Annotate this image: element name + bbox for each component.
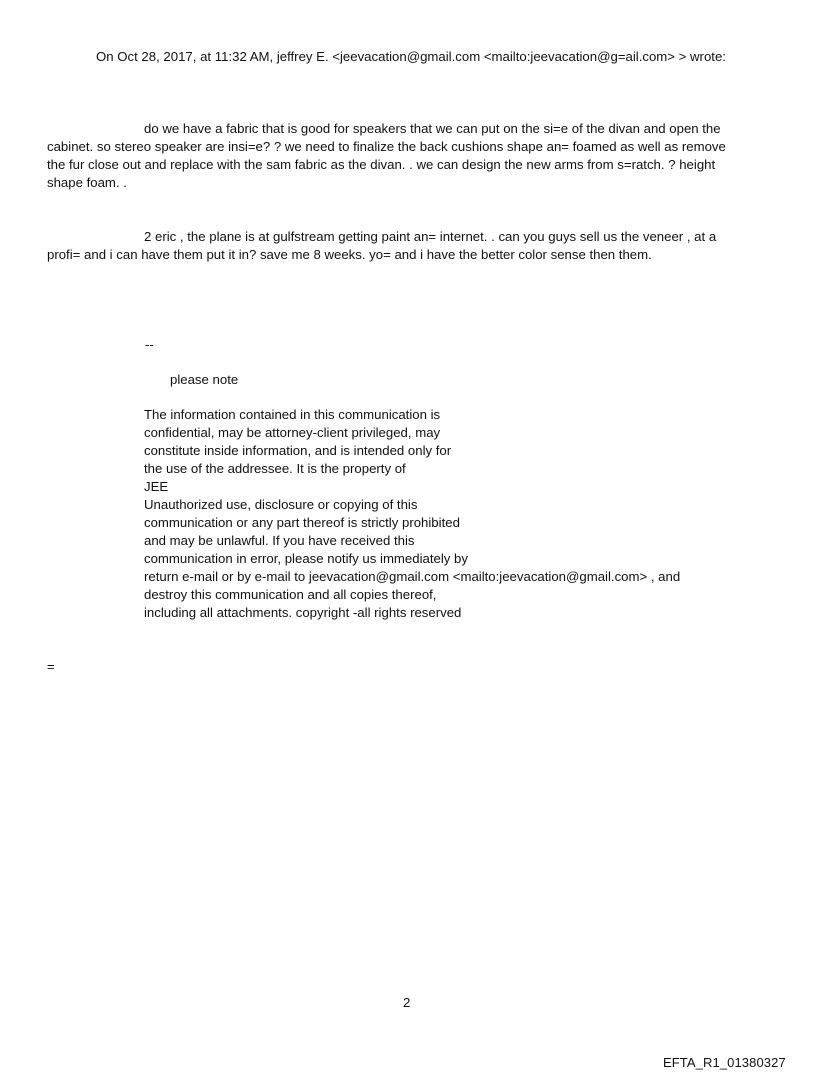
paragraph-1-line-3: the fur close out and replace with the sam fabric as the divan. . we can design the new arms from s=ratch. ? height xyxy=(47,157,716,172)
paragraph-2-line-2: profi= and i can have them put it in? save me 8 weeks. yo= and i have the better color sense then them. xyxy=(47,247,652,262)
disclaimer-line: confidential, may be attorney-client privileged, may xyxy=(144,425,441,440)
disclaimer-line: The information contained in this communication is xyxy=(144,407,441,422)
paragraph-1-line-2: cabinet. so stereo speaker are insi=e? ? we need to finalize the back cushions shape an= foamed as well as remove xyxy=(47,139,726,154)
disclaimer-line: constitute inside information, and is intended only for xyxy=(144,443,452,458)
signature-note: please note xyxy=(170,372,239,387)
paragraph-2-line-1: 2 eric , the plane is at gulfstream getting paint an= internet. . can you guys sell us the veneer , at a xyxy=(144,229,717,244)
email-paragraph-1 xyxy=(47,120,757,192)
disclaimer-line: destroy this communication and all copies thereof, xyxy=(144,587,437,602)
disclaimer-line: return e-mail or by e-mail to jeevacation@gmail.com <mailto:jeevacation@gmail.com> , and xyxy=(144,569,681,584)
disclaimer-line: and may be unlawful. If you have received this xyxy=(144,533,415,548)
email-header: On Oct 28, 2017, at 11:32 AM, jeffrey E. <jeevacation@gmail.com <mailto:jeevacation@g=ail.com> > wrote: xyxy=(96,49,726,64)
page-number: 2 xyxy=(403,995,411,1010)
disclaimer-line: the use of the addressee. It is the property of xyxy=(144,461,406,476)
paragraph-1-line-4: shape foam. . xyxy=(47,175,127,190)
disclaimer-line: communication in error, please notify us immediately by xyxy=(144,551,468,566)
email-paragraph-2 xyxy=(47,228,757,264)
document-id: EFTA_R1_01380327 xyxy=(663,1055,786,1070)
paragraph-1-line-1: do we have a fabric that is good for speakers that we can put on the si=e of the divan and open the xyxy=(144,121,721,136)
trailing-equals: = xyxy=(47,659,55,674)
confidentiality-disclaimer xyxy=(144,406,744,622)
signature-separator: -- xyxy=(145,337,154,352)
disclaimer-line: including all attachments. copyright -all rights reserved xyxy=(144,605,462,620)
disclaimer-line: Unauthorized use, disclosure or copying of this xyxy=(144,497,418,512)
disclaimer-line: communication or any part thereof is strictly prohibited xyxy=(144,515,460,530)
disclaimer-line: JEE xyxy=(144,479,169,494)
